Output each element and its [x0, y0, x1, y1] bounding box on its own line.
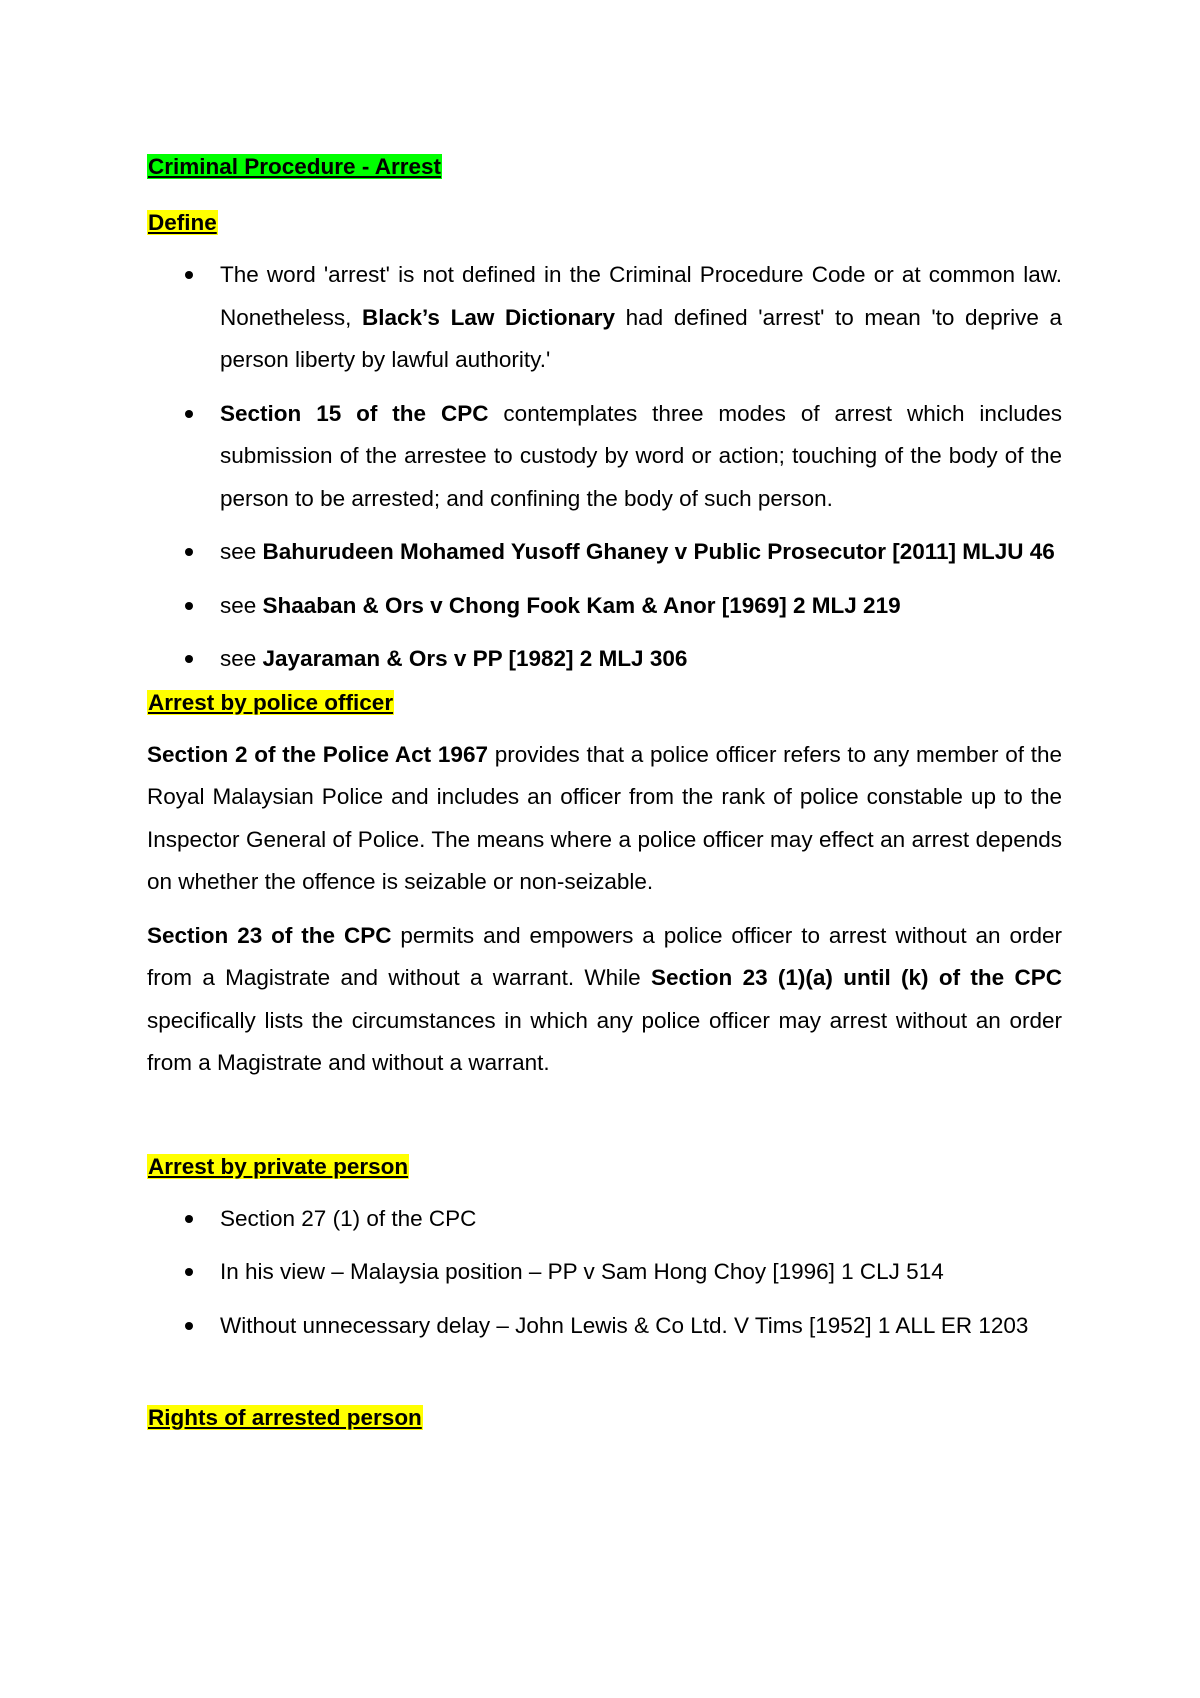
list-item: Section 27 (1) of the CPC [147, 1198, 1062, 1241]
list-item: see Jayaraman & Ors v PP [1982] 2 MLJ 306 [147, 638, 1062, 681]
list-item: Section 15 of the CPC contemplates three modes of arrest which includes submission of the arrestee to custody by word or action; touching of the body of the person to be arrested; and confining the body of such person. [147, 393, 1062, 521]
define-heading-text: Define [148, 210, 217, 235]
private-heading-text: Arrest by private person [148, 1153, 409, 1179]
document-page [147, 150, 1062, 1435]
section-heading-police [147, 686, 1062, 720]
section-heading-define [147, 206, 1062, 240]
private-list [147, 1198, 1062, 1348]
list-item: see Shaaban & Ors v Chong Fook Kam & Anor [1969] 2 MLJ 219 [147, 585, 1062, 628]
rights-heading-text: Rights of arrested person [148, 1405, 422, 1430]
list-item: Without unnecessary delay – John Lewis & Co Ltd. V Tims [1952] 1 ALL ER 1203 [147, 1305, 1062, 1348]
define-list [147, 254, 1062, 681]
police-paragraph-2: Section 23 of the CPC permits and empowers a police officer to arrest without an order from a Magistrate and without a warrant. While Section 23 (1)(a) until (k) of the CPC specifically lists the circumstances in which any police officer may arrest without an order from a Magistrate and without a warrant. [147, 922, 1063, 1075]
list-item: In his view – Malaysia position – PP v Sam Hong Choy [1996] 1 CLJ 514 [147, 1251, 1062, 1294]
document-title [147, 150, 1062, 184]
list-item: The word 'arrest' is not defined in the Criminal Procedure Code or at common law. Nonetheless, Black’s Law Dictionary had defined 'arrest' to mean 'to deprive a person liberty by lawful authority.' [147, 254, 1062, 382]
title-text: Criminal Procedure - Arrest [148, 154, 442, 179]
police-paragraph-1: Section 2 of the Police Act 1967 provides that a police officer refers to any member of the Royal Malaysian Police and includes an officer from the rank of police constable up to the Inspector General of Police. The means where a police officer may effect an arrest depends on whether the offence is seizable or non-seizable. [147, 741, 1063, 894]
list-item: see Bahurudeen Mohamed Yusoff Ghaney v Public Prosecutor [2011] MLJU 46 [147, 531, 1062, 574]
section-heading-private [147, 1150, 1062, 1184]
section-heading-rights [147, 1401, 1062, 1435]
police-heading-text: Arrest by police officer [148, 689, 394, 715]
